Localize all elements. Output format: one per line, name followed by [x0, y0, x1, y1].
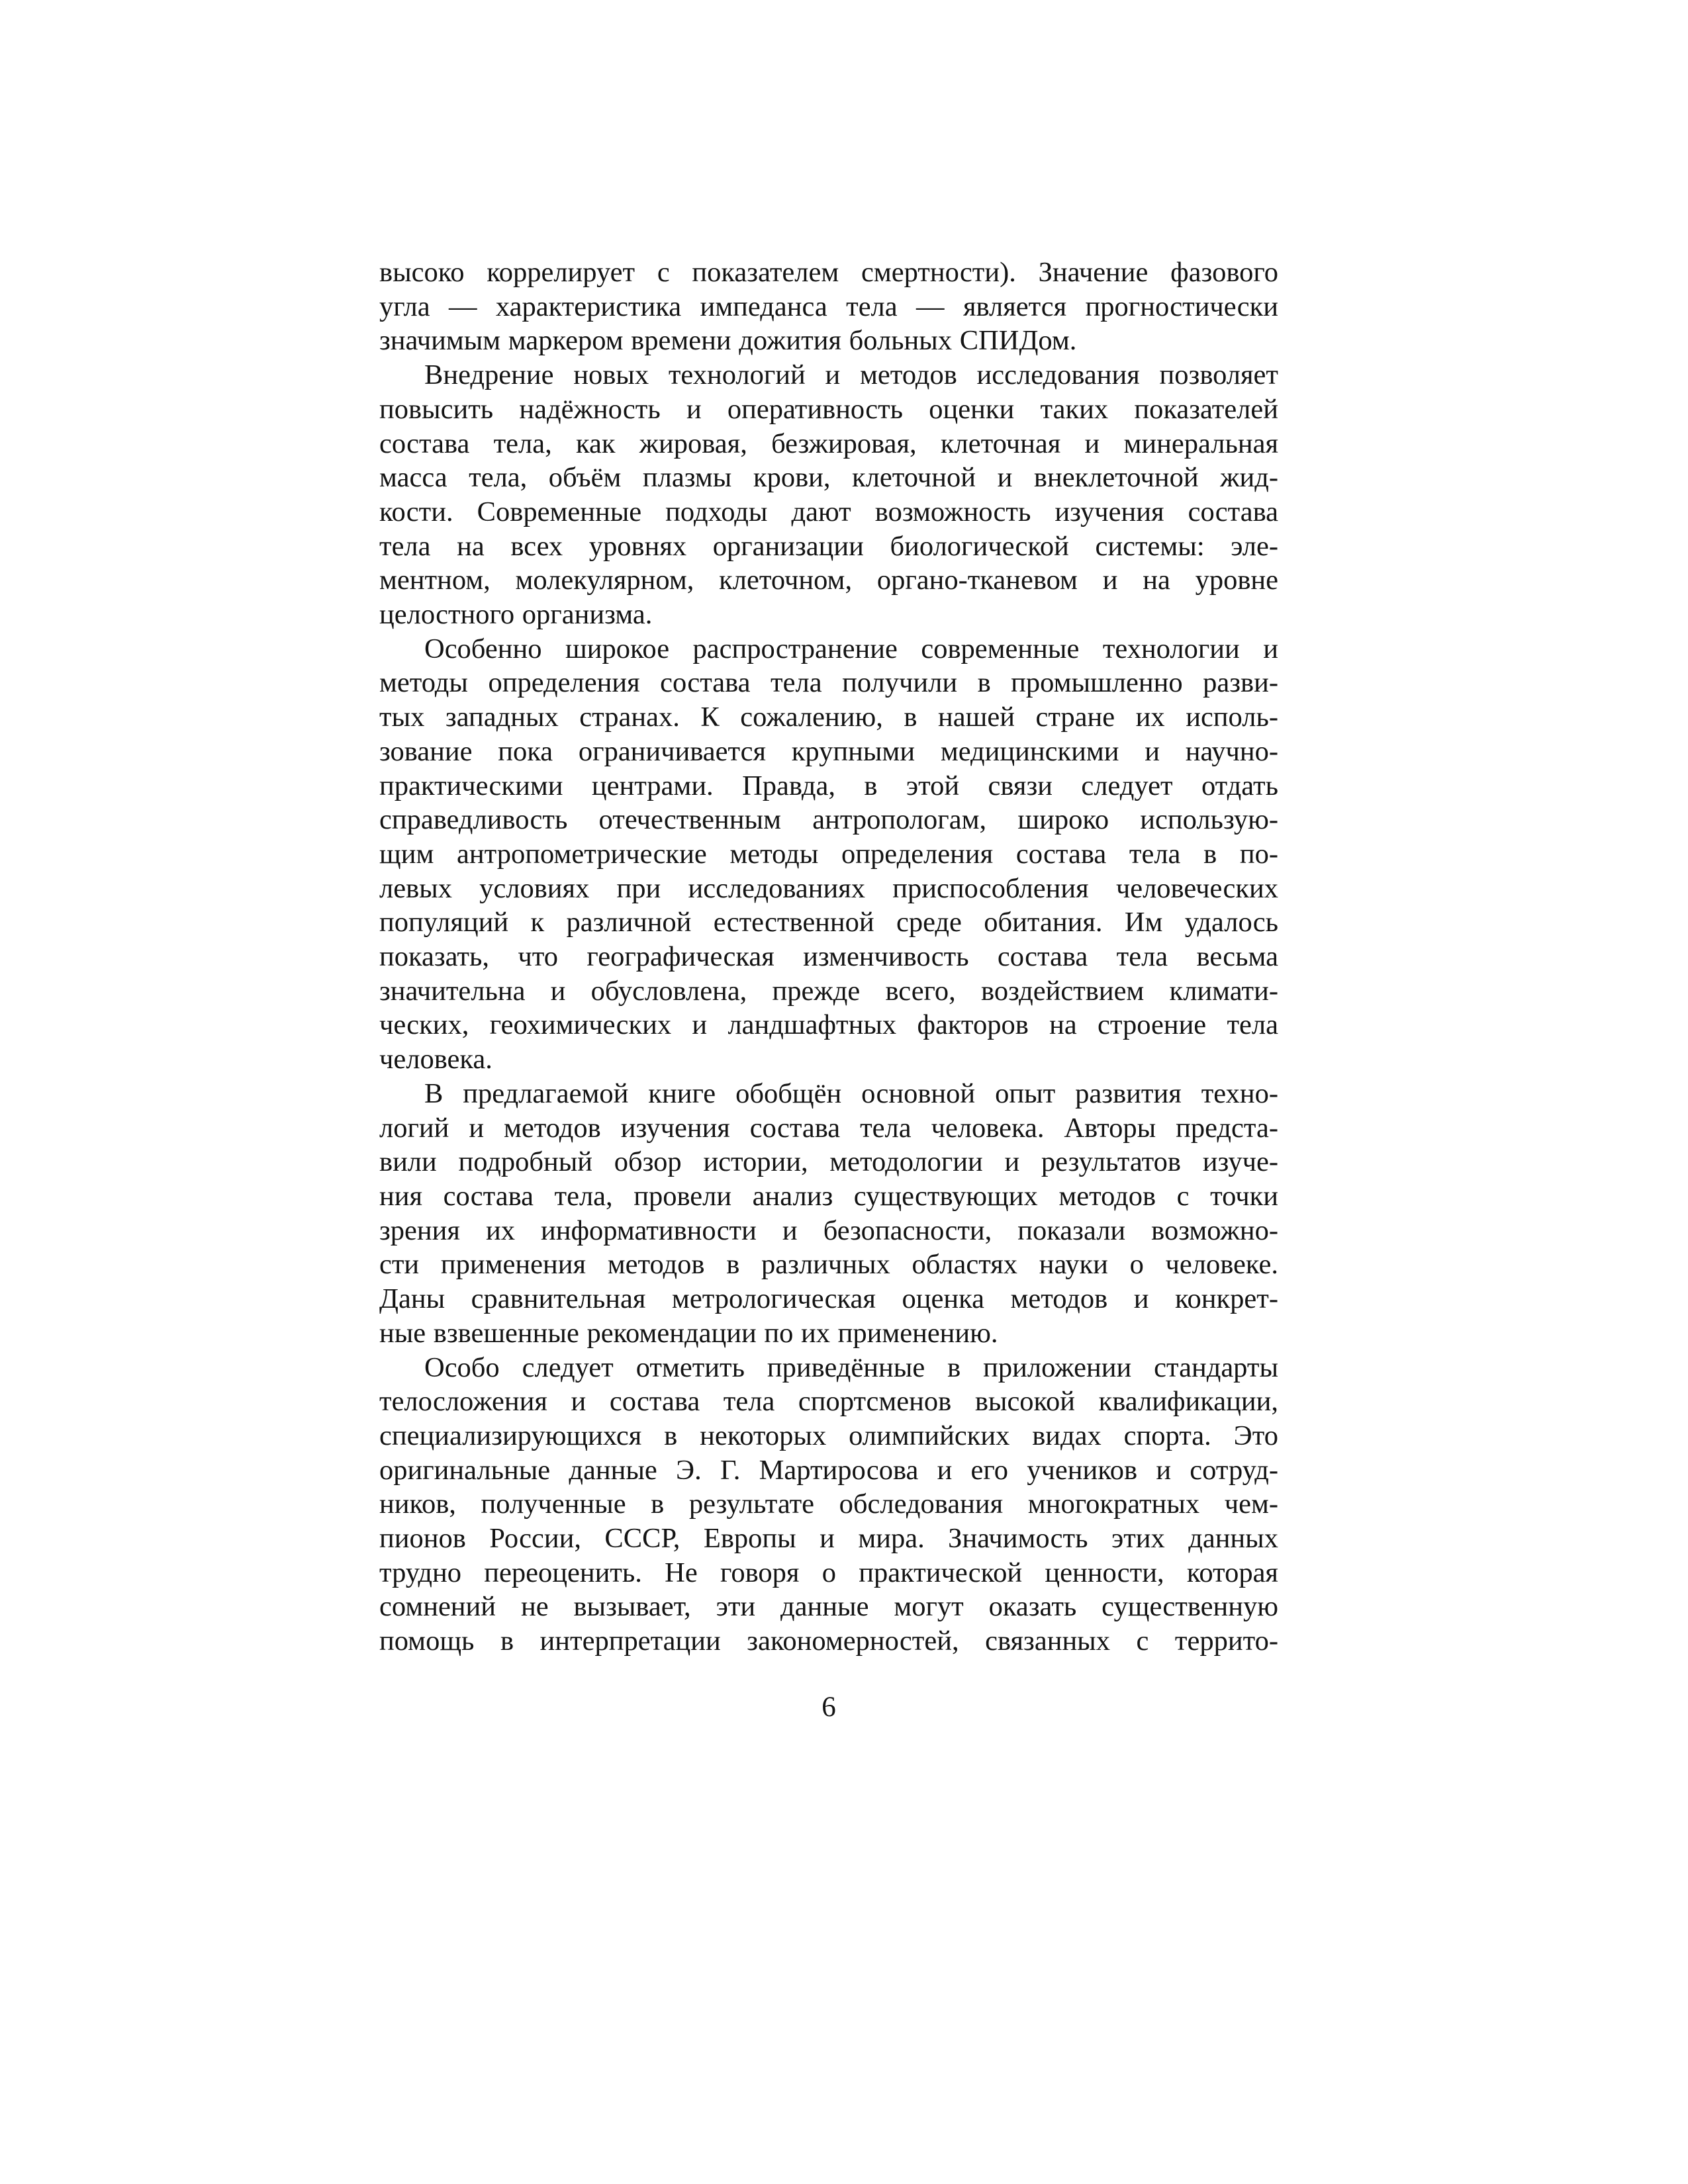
- paragraph: [379, 255, 1278, 358]
- page-number: 6: [821, 1692, 836, 1723]
- text-line: значительна и обусловлена, прежде всего, воздействием климати-: [379, 975, 1278, 1007]
- text-line: высоко коррелирует с показателем смертности). Значение фазового: [379, 257, 1278, 288]
- text-line: ные взвешенные рекомендации по их применению.: [379, 1317, 998, 1349]
- text-line: целостного организма.: [379, 599, 653, 631]
- text-line: зование пока ограничивается крупными медицинскими и научно-: [379, 735, 1278, 767]
- paragraph: [379, 1351, 1278, 1659]
- text-line: левых условиях при исследованиях приспособления человеческих: [379, 872, 1278, 904]
- text-line: ния состава тела, провели анализ существующих методов с точки: [379, 1180, 1278, 1212]
- text-line: популяций к различной естественной среде обитания. Им удалось: [379, 907, 1278, 938]
- text-line: В предлагаемой книге обобщён основной опыт развития техно-: [424, 1077, 1278, 1109]
- paragraph: [379, 358, 1278, 632]
- text-line: повысить надёжность и оперативность оценки таких показателей: [379, 393, 1278, 425]
- text-line: Внедрение новых технологий и методов исследования позволяет: [424, 359, 1278, 391]
- text-line: показать, что географическая изменчивость состава тела весьма: [379, 941, 1278, 973]
- text-line: практическими центрами. Правда, в этой связи следует отдать: [379, 770, 1278, 801]
- text-line: угла — характеристика импеданса тела — является прогностически: [379, 291, 1278, 322]
- text-line: логий и методов изучения состава тела человека. Авторы предста-: [379, 1112, 1278, 1144]
- paragraph: [379, 632, 1278, 1077]
- text-line: зрения их информативности и безопасности, показали возможно-: [379, 1214, 1278, 1246]
- text-line: состава тела, как жировая, безжировая, клеточная и минеральная: [379, 428, 1278, 459]
- text-line: ников, полученные в результате обследования многократных чем-: [379, 1488, 1278, 1520]
- text-line: методы определения состава тела получили в промышленно разви-: [379, 667, 1278, 699]
- text-line: Особенно широкое распространение современные технологии и: [424, 633, 1278, 664]
- text-line: тых западных странах. К сожалению, в нашей стране их исполь-: [379, 702, 1278, 733]
- text-line: человека.: [379, 1044, 492, 1075]
- text-line: специализирующихся в некоторых олимпийских видах спорта. Это: [379, 1420, 1278, 1451]
- text-line: оригинальные данные Э. Г. Мартиросова и его учеников и сотруд-: [379, 1454, 1278, 1486]
- text-line: масса тела, объём плазмы крови, клеточной и внеклеточной жид-: [379, 462, 1278, 494]
- page-body-text: [379, 255, 1278, 1659]
- text-line: ментном, молекулярном, клеточном, органо-тканевом и на уровне: [379, 565, 1278, 596]
- text-line: телосложения и состава тела спортсменов высокой квалификации,: [379, 1386, 1278, 1418]
- text-line: кости. Современные подходы дают возможность изучения состава: [379, 496, 1278, 527]
- text-line: значимым маркером времени дожития больных СПИДом.: [379, 325, 1077, 357]
- text-line: справедливость отечественным антропологам, широко использую-: [379, 804, 1278, 836]
- text-line: пионов России, СССР, Европы и мира. Значимость этих данных: [379, 1523, 1278, 1555]
- text-line: ческих, геохимических и ландшафтных факторов на строение тела: [379, 1009, 1278, 1041]
- text-line: щим антропометрические методы определения состава тела в по-: [379, 838, 1278, 870]
- text-line: сти применения методов в различных областях науки о человеке.: [379, 1249, 1278, 1281]
- text-line: трудно переоценить. Не говоря о практической ценности, которая: [379, 1557, 1278, 1588]
- paragraph: [379, 1077, 1278, 1351]
- text-line: Особо следует отметить приведённые в приложении стандарты: [424, 1351, 1278, 1383]
- text-line: вили подробный обзор истории, методологии и результатов изуче-: [379, 1146, 1278, 1178]
- text-line: тела на всех уровнях организации биологической системы: эле-: [379, 530, 1278, 562]
- text-line: помощь в интерпретации закономерностей, связанных с террито-: [379, 1625, 1278, 1657]
- text-line: Даны сравнительная метрологическая оценка методов и конкрет-: [379, 1283, 1278, 1315]
- text-line: сомнений не вызывает, эти данные могут оказать существенную: [379, 1591, 1278, 1623]
